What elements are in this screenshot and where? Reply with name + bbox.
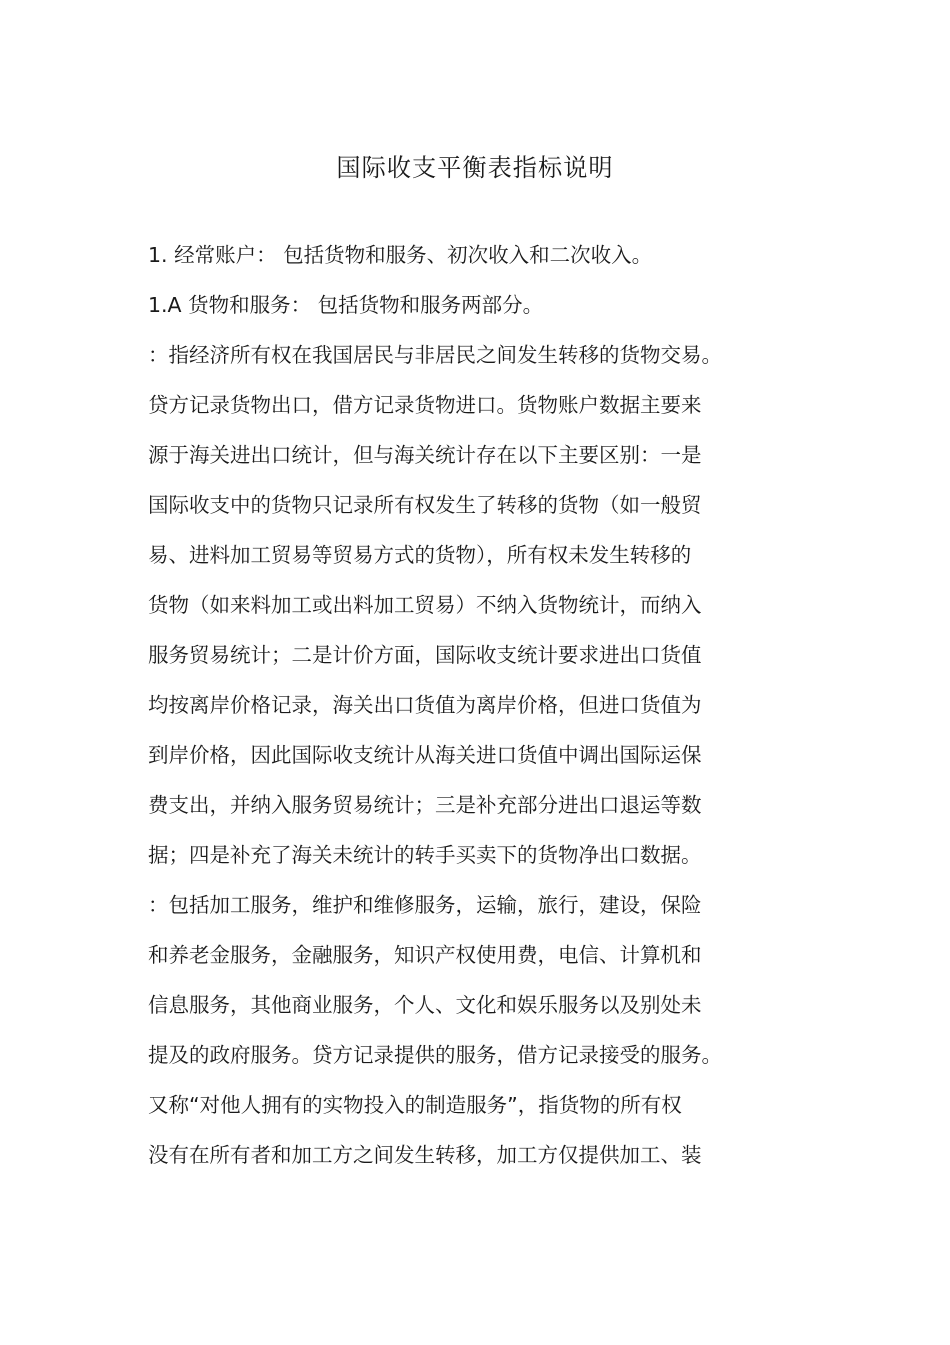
- text-line-17: 提及的政府服务。贷方记录提供的服务，借方记录接受的服务。: [148, 1043, 722, 1067]
- text-line-3: ：指经济所有权在我国居民与非居民之间发生转移的货物交易。: [148, 343, 722, 367]
- text-line-12: 费支出，并纳入服务贸易统计；三是补充部分进出口退运等数: [148, 793, 702, 817]
- page-title: 国际收支平衡表指标说明: [336, 154, 614, 182]
- text-line-18: 又称“对他人拥有的实物投入的制造服务”，指货物的所有权: [148, 1093, 682, 1117]
- text-line-14: ：包括加工服务，维护和维修服务，运输，旅行，建设，保险: [148, 893, 702, 917]
- text-line-7: 易、进料加工贸易等贸易方式的货物），所有权未发生转移的: [148, 543, 692, 567]
- text-line-1: 1. 经常账户： 包括货物和服务、初次收入和二次收入。: [148, 243, 653, 267]
- text-line-13: 据；四是补充了海关未统计的转手买卖下的货物净出口数据。: [148, 843, 702, 867]
- text-line-10: 均按离岸价格记录，海关出口货值为离岸价格，但进口货值为: [148, 693, 702, 717]
- text-line-5: 源于海关进出口统计，但与海关统计存在以下主要区别：一是: [148, 443, 702, 467]
- text-line-6: 国际收支中的货物只记录所有权发生了转移的货物（如一般贸: [148, 493, 702, 517]
- text-line-11: 到岸价格，因此国际收支统计从海关进口货值中调出国际运保: [148, 743, 702, 767]
- text-line-19: 没有在所有者和加工方之间发生转移，加工方仅提供加工、装: [148, 1143, 702, 1167]
- text-line-15: 和养老金服务，金融服务，知识产权使用费，电信、计算机和: [148, 943, 702, 967]
- text-line-4: 贷方记录货物出口，借方记录货物进口。货物账户数据主要来: [148, 393, 702, 417]
- text-line-2: 1.A 货物和服务： 包括货物和服务两部分。: [148, 293, 544, 317]
- text-line-9: 服务贸易统计；二是计价方面，国际收支统计要求进出口货值: [148, 643, 702, 667]
- text-line-8: 货物（如来料加工或出料加工贸易）不纳入货物统计，而纳入: [148, 593, 702, 617]
- text-line-16: 信息服务，其他商业服务，个人、文化和娱乐服务以及别处未: [148, 993, 702, 1017]
